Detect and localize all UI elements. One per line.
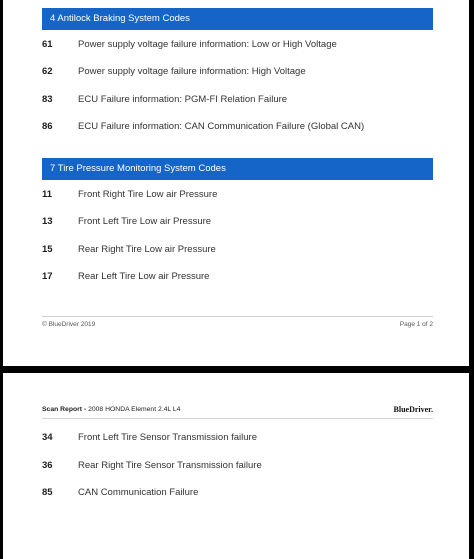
footer-divider (42, 316, 433, 317)
code-description: Rear Left Tire Low air Pressure (78, 271, 210, 282)
code-number: 62 (42, 66, 53, 77)
code-row (42, 431, 442, 445)
code-number: 17 (42, 271, 53, 282)
code-number: 86 (42, 121, 53, 132)
code-row (42, 38, 442, 52)
code-description: ECU Failure information: PGM-FI Relation Failure (78, 94, 288, 105)
code-row (42, 93, 442, 107)
report-header-label: Scan Report - (42, 406, 89, 413)
code-number: 83 (42, 94, 53, 105)
code-row (42, 486, 442, 500)
code-number: 34 (42, 432, 53, 443)
code-description: Rear Right Tire Low air Pressure (78, 244, 216, 255)
code-description: Front Left Tire Low air Pressure (78, 216, 212, 227)
code-description: ECU Failure information: CAN Communication Failure (Global CAN) (78, 121, 365, 132)
section-title: 7 Tire Pressure Monitoring System Codes (50, 163, 226, 174)
code-number: 11 (42, 189, 53, 200)
code-description: Front Left Tire Sensor Transmission failure (78, 432, 257, 443)
report-header-vehicle: 2008 HONDA Element 2.4L L4 (88, 406, 181, 413)
code-description: Front Right Tire Low air Pressure (78, 189, 218, 200)
report-page-1 (3, 0, 469, 366)
section-header-abs (42, 8, 433, 30)
code-number: 13 (42, 216, 53, 227)
code-number: 85 (42, 487, 53, 498)
code-row (42, 270, 442, 284)
code-row (42, 215, 442, 229)
section-header-tpms (42, 158, 433, 180)
code-row (42, 459, 442, 473)
page-number: Page 1 of 2 (399, 321, 433, 328)
code-description: Rear Right Tire Sensor Transmission failure (78, 460, 262, 471)
code-row (42, 65, 442, 79)
code-description: Power supply voltage failure information: High Voltage (78, 66, 306, 77)
code-row (42, 243, 442, 257)
code-number: 61 (42, 39, 53, 50)
report-header-title (42, 406, 180, 413)
code-row (42, 120, 442, 134)
code-number: 15 (42, 244, 53, 255)
bluedriver-logo: BlueDriver. (393, 405, 433, 414)
code-row (42, 188, 442, 202)
header-divider (42, 418, 433, 419)
section-title: 4 Antilock Braking System Codes (50, 13, 190, 24)
code-description: CAN Communication Failure (78, 487, 199, 498)
report-page-2 (3, 373, 469, 559)
code-number: 36 (42, 460, 53, 471)
footer-copyright: © BlueDriver 2019 (42, 321, 96, 328)
code-description: Power supply voltage failure information: Low or High Voltage (78, 39, 337, 50)
